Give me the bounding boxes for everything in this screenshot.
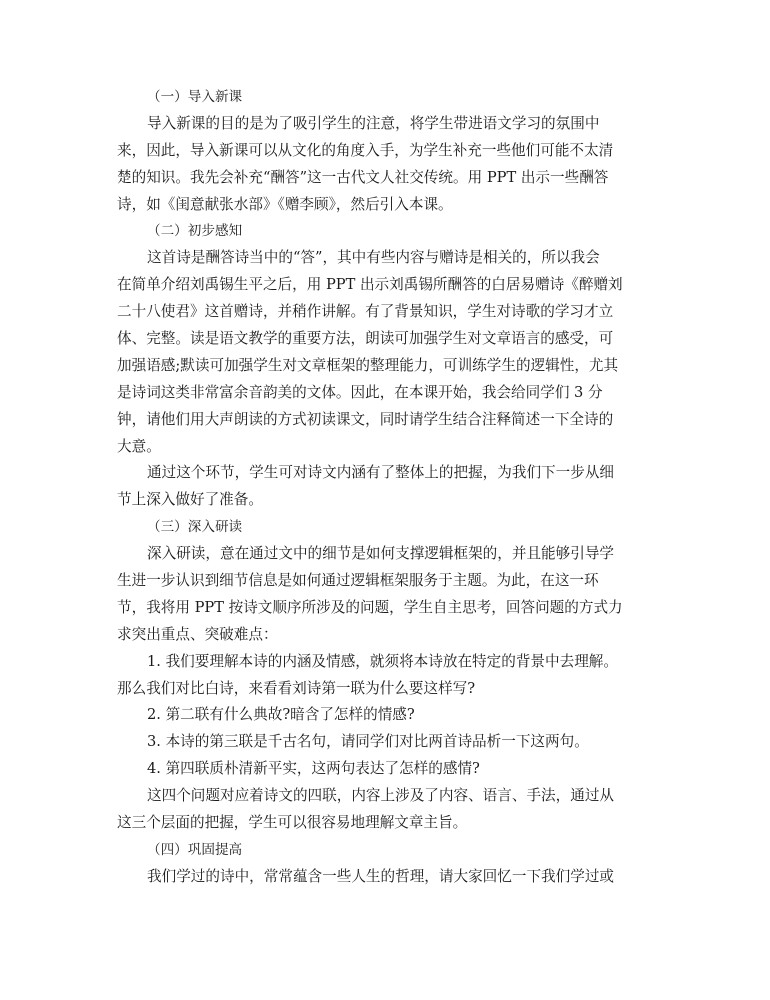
paragraph-line: 来，因此，导入新课可以从文化的角度入手，为学生补充一些他们可能不太清 <box>117 141 614 159</box>
paragraph-line: 3. 本诗的第三联是千古名句，请同学们对比两首诗品析一下这两句。 <box>147 733 589 751</box>
paragraph-line: 这三个层面的把握，学生可以很容易地理解文章主旨。 <box>117 814 468 832</box>
paragraph-line: 大意。 <box>117 437 161 455</box>
paragraph-line: 2. 第二联有什么典故?暗含了怎样的情感? <box>147 706 415 724</box>
paragraph-line: 导入新课的目的是为了吸引学生的注意，将学生带进语文学习的氛围中 <box>147 114 600 132</box>
paragraph-line: 4. 第四联质朴清新平实，这两句表达了怎样的感情? <box>147 760 480 778</box>
section-heading: （三）深入研读 <box>147 519 243 536</box>
paragraph-line: 诗，如《闺意献张水部》《赠李顾》，然后引入本课。 <box>117 195 453 213</box>
paragraph-line: 那么我们对比白诗，来看看刘诗第一联为什么要这样写? <box>117 679 476 697</box>
paragraph-line: 体、完整。读是语文教学的重要方法，朗读可加强学生对文章语言的感受，可 <box>117 330 614 348</box>
paragraph-line: 钟，请他们用大声朗读的方式初读课文，同时请学生结合注释简述一下全诗的 <box>117 410 614 428</box>
paragraph-line: 节，我将用 PPT 按诗文顺序所涉及的问题，学生自主思考，回答问题的方式力 <box>117 598 623 616</box>
paragraph-line: 是诗词这类非常富余音韵美的文体。因此，在本课开始，我会给同学们 3 分 <box>117 383 603 401</box>
section-heading: （二）初步感知 <box>147 223 243 240</box>
paragraph-line: 1. 我们要理解本诗的内涵及情感，就须将本诗放在特定的背景中去理解。 <box>147 652 618 670</box>
section-heading: （一）导入新课 <box>147 89 243 105</box>
paragraph-line: 我们学过的诗中，常常蕴含一些人生的哲理，请大家回忆一下我们学过或 <box>147 867 615 885</box>
paragraph-line: 求突出重点、突破难点： <box>117 625 278 643</box>
paragraph-line: 通过这个环节，学生可对诗文内涵有了整体上的把握，为我们下一步从细 <box>147 464 615 482</box>
section-heading: （四）巩固提高 <box>147 841 243 858</box>
paragraph-line: 生进一步认识到细节信息是如何通过逻辑框架服务于主题。为此，在这一环 <box>117 572 599 590</box>
paragraph-line: 楚的知识。我先会补充“酬答”这一古代文人社交传统。用 PPT 出示一些酬答 <box>117 168 609 186</box>
paragraph-line: 二十八使君》这首赠诗，并稍作讲解。有了背景知识，学生对诗歌的学习才立 <box>117 303 614 321</box>
paragraph-line: 在简单介绍刘禹锡生平之后，用 PPT 出示刘禹锡所酬答的白居易赠诗《醉赠刘 <box>117 276 623 294</box>
paragraph-line: 深入研读，意在通过文中的细节是如何支撑逻辑框架的，并且能够引导学 <box>147 545 615 563</box>
paragraph-line: 这首诗是酬答诗当中的“答”，其中有些内容与赠诗是相关的，所以我会 <box>147 249 600 267</box>
document-page <box>117 84 657 891</box>
paragraph-line: 加强语感;默读可加强学生对文章框架的整理能力，可训练学生的逻辑性，尤其 <box>117 356 619 374</box>
paragraph-line: 节上深入做好了准备。 <box>117 491 263 509</box>
paragraph-line: 这四个问题对应着诗文的四联，内容上涉及了内容、语言、手法，通过从 <box>147 787 615 805</box>
